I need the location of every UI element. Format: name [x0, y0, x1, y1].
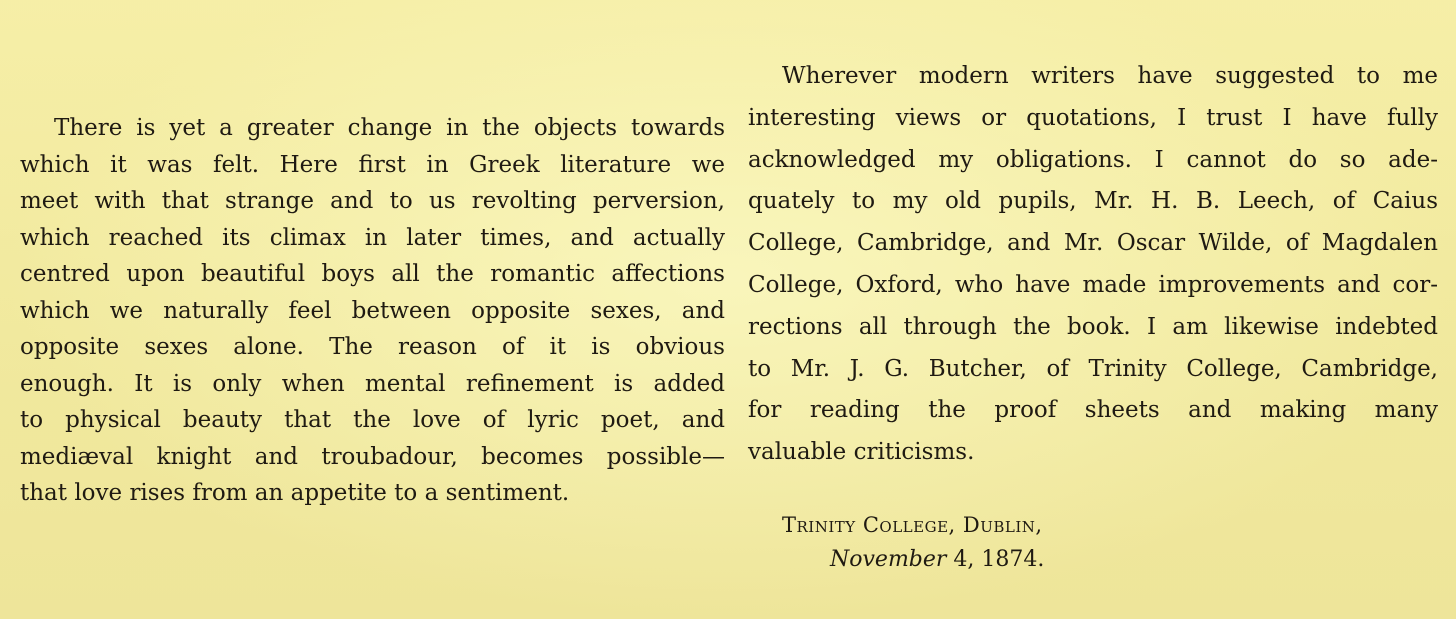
- right-line-5: College, Cambridge, and Mr. Oscar Wilde, of Magdalen: [748, 230, 1438, 257]
- left-line-1: There is yet a greater change in the objects towards: [54, 115, 725, 141]
- right-line-10: valuable criticisms.: [748, 439, 975, 466]
- right-line-6: College, Oxford, who have made improvements and cor-: [748, 271, 1438, 298]
- right-line-8: to Mr. J. G. Butcher, of Trinity College, Cambridge,: [748, 355, 1438, 382]
- left-line-4: which reached its climax in later times, and actually: [20, 224, 725, 251]
- left-line-11: that love rises from an appetite to a sentiment.: [20, 480, 570, 506]
- signature-date-month: November: [830, 547, 947, 572]
- signature-date-rest: 4, 1874.: [946, 547, 1045, 572]
- left-line-8: enough. It is only when mental refinement is added: [20, 370, 725, 397]
- right-line-3: acknowledged my obligations. I cannot do so ade-: [748, 146, 1438, 173]
- left-column-text: [20, 110, 725, 512]
- right-line-2: interesting views or quotations, I trust I have fully: [748, 104, 1438, 131]
- signature-date: [830, 543, 1102, 577]
- right-line-7: rections all through the book. I am likewise indebted: [748, 313, 1438, 340]
- right-line-4: quately to my old pupils, Mr. H. B. Leech, of Caius: [748, 188, 1438, 215]
- left-line-7: opposite sexes alone. The reason of it is obvious: [20, 334, 725, 360]
- signature-block: [782, 507, 1102, 577]
- right-line-1: Wherever modern writers have suggested to me: [782, 63, 1438, 89]
- right-line-9: for reading the proof sheets and making many: [748, 397, 1438, 424]
- left-line-3: meet with that strange and to us revolting perversion,: [20, 188, 725, 214]
- right-column-text: [748, 56, 1438, 474]
- left-line-5: centred upon beautiful boys all the romantic affections: [20, 261, 725, 287]
- left-line-10: mediæval knight and troubadour, becomes possible—: [20, 443, 725, 470]
- left-line-2: which it was felt. Here first in Greek literature we: [20, 151, 725, 178]
- left-line-6: which we naturally feel between opposite sexes, and: [20, 297, 725, 324]
- left-line-9: to physical beauty that the love of lyric poet, and: [20, 407, 725, 433]
- signature-place: Trinity College, Dublin,: [782, 513, 1043, 537]
